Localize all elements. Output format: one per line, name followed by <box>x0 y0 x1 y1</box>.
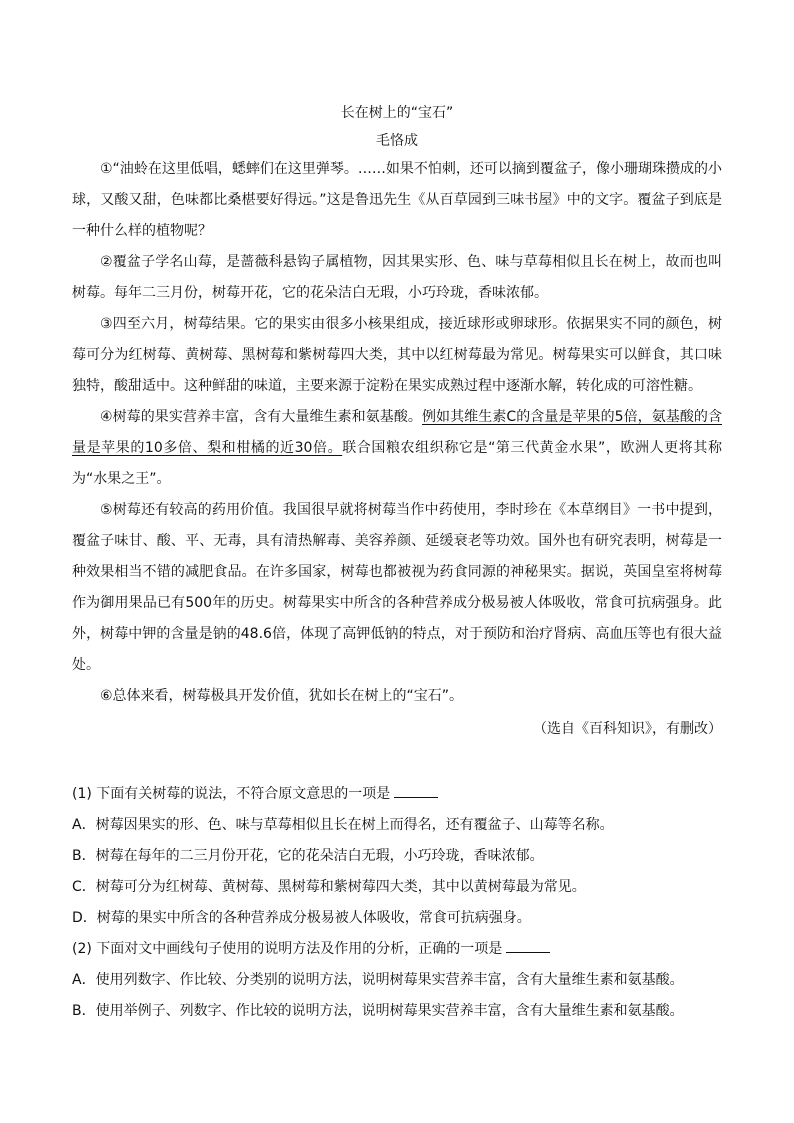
article-author: 毛恪成 <box>376 133 418 149</box>
answer-blank[interactable] <box>394 783 438 798</box>
question-2-option-b: B．使用举例子、列数字、作比较的说明方法，说明树莓果实营养丰富，含有大量维生素和氨基酸。 <box>72 1003 684 1019</box>
question-1-option-b: B．树莓在每年的二三月份开花，它的花朵洁白无瑕，小巧玲珑，香味浓郁。 <box>72 848 544 864</box>
questions-section <box>72 779 722 1027</box>
paragraph-4-outro: 联合国粮农组织称它是“第三代黄金水果”，欧洲人更将其称为“水果之王”。 <box>72 440 722 487</box>
paragraph-4-intro: ④树莓的果实营养丰富，含有大量维生素和氨基酸。 <box>100 409 422 425</box>
paragraph-6: ⑥总体来看，树莓极具开发价值，犹如长在树上的“宝石”。 <box>100 688 464 704</box>
question-1-stem <box>72 779 722 810</box>
answer-blank[interactable] <box>506 938 550 953</box>
question-1-option-a: A．树莓因果实的形、色、味与草莓相似且长在树上而得名，还有覆盆子、山莓等名称。 <box>72 817 614 833</box>
question-2-stem <box>72 934 722 965</box>
paragraph-2: ②覆盆子学名山莓，是蔷薇科悬钩子属植物，因其果实形、色、味与草莓相似且长在树上，故而也叫树莓。每年二三月份，树莓开花，它的花朵洁白无瑕，小巧玲珑，香味浓郁。 <box>72 254 722 301</box>
paragraph-3: ③四至六月，树莓结果。它的果实由很多小核果组成，接近球形或卵球形。依据果实不同的颜色，树莓可分为红树莓、黄树莓、黑树莓和紫树莓四大类，其中以红树莓最为常见。树莓果实可以鲜食，其口味独特，酸甜适中。这种鲜甜的味道，主要来源于淀粉在果实成熟过程中逐渐水解，转化成的可溶性糖。 <box>72 316 722 394</box>
paragraph-5: ⑤树莓还有较高的药用价值。我国很早就将树莓当作中药使用，李时珍在《本草纲目》一书中提到，覆盆子味甘、酸、平、无毒，具有清热解毒、美容养颜、延缓衰老等功效。国外也有研究表明，树莓是一种效果相当不错的减肥食品。在许多国家，树莓也都被视为药食同源的神秘果实。据说，英国皇室将树莓作为御用果品已有500年的历史。树莓果实中所含的各种营养成分极易被人体吸收，常食可抗病强身。此外，树莓中钾的含量是钠的48.6倍，体现了高钾低钠的特点，对于预防和治疗肾病、高血压等也有很大益处。 <box>72 502 722 673</box>
document-page <box>72 100 722 1027</box>
paragraph-4 <box>72 402 722 495</box>
question-1-text: (1) 下面有关树莓的说法，不符合原文意思的一项是 <box>72 786 391 802</box>
question-1-option-c: C．树莓可分为红树莓、黄树莓、黑树莓和紫树莓四大类，其中以黄树莓最为常见。 <box>72 879 586 895</box>
question-2-text: (2) 下面对文中画线句子使用的说明方法及作用的分析，正确的一项是 <box>72 941 503 957</box>
article-source: （选自《百科知识》，有删改） <box>533 721 722 737</box>
paragraph-1: ①“油蛉在这里低唱，蟋蟀们在这里弹琴。……如果不怕刺，还可以摘到覆盆子，像小珊瑚珠攒成的小球，又酸又甜，色味都比桑椹要好得远。”这是鲁迅先生《从百草园到三味书屋》中的文字。覆盆子到底是一种什么样的植物呢？ <box>72 161 722 239</box>
article-title: 长在树上的“宝石” <box>340 105 454 121</box>
underlined-sentence: 例如其维生素C的含量是苹果的5倍，氨基酸的含量是苹果的10多倍、梨和柑橘的近30倍。 <box>72 409 722 456</box>
question-1-option-d: D．树莓的果实中所含的各种营养成分极易被人体吸收，常食可抗病强身。 <box>72 910 531 926</box>
question-2-option-a: A．使用列数字、作比较、分类别的说明方法，说明树莓果实营养丰富，含有大量维生素和氨基酸。 <box>72 972 684 988</box>
